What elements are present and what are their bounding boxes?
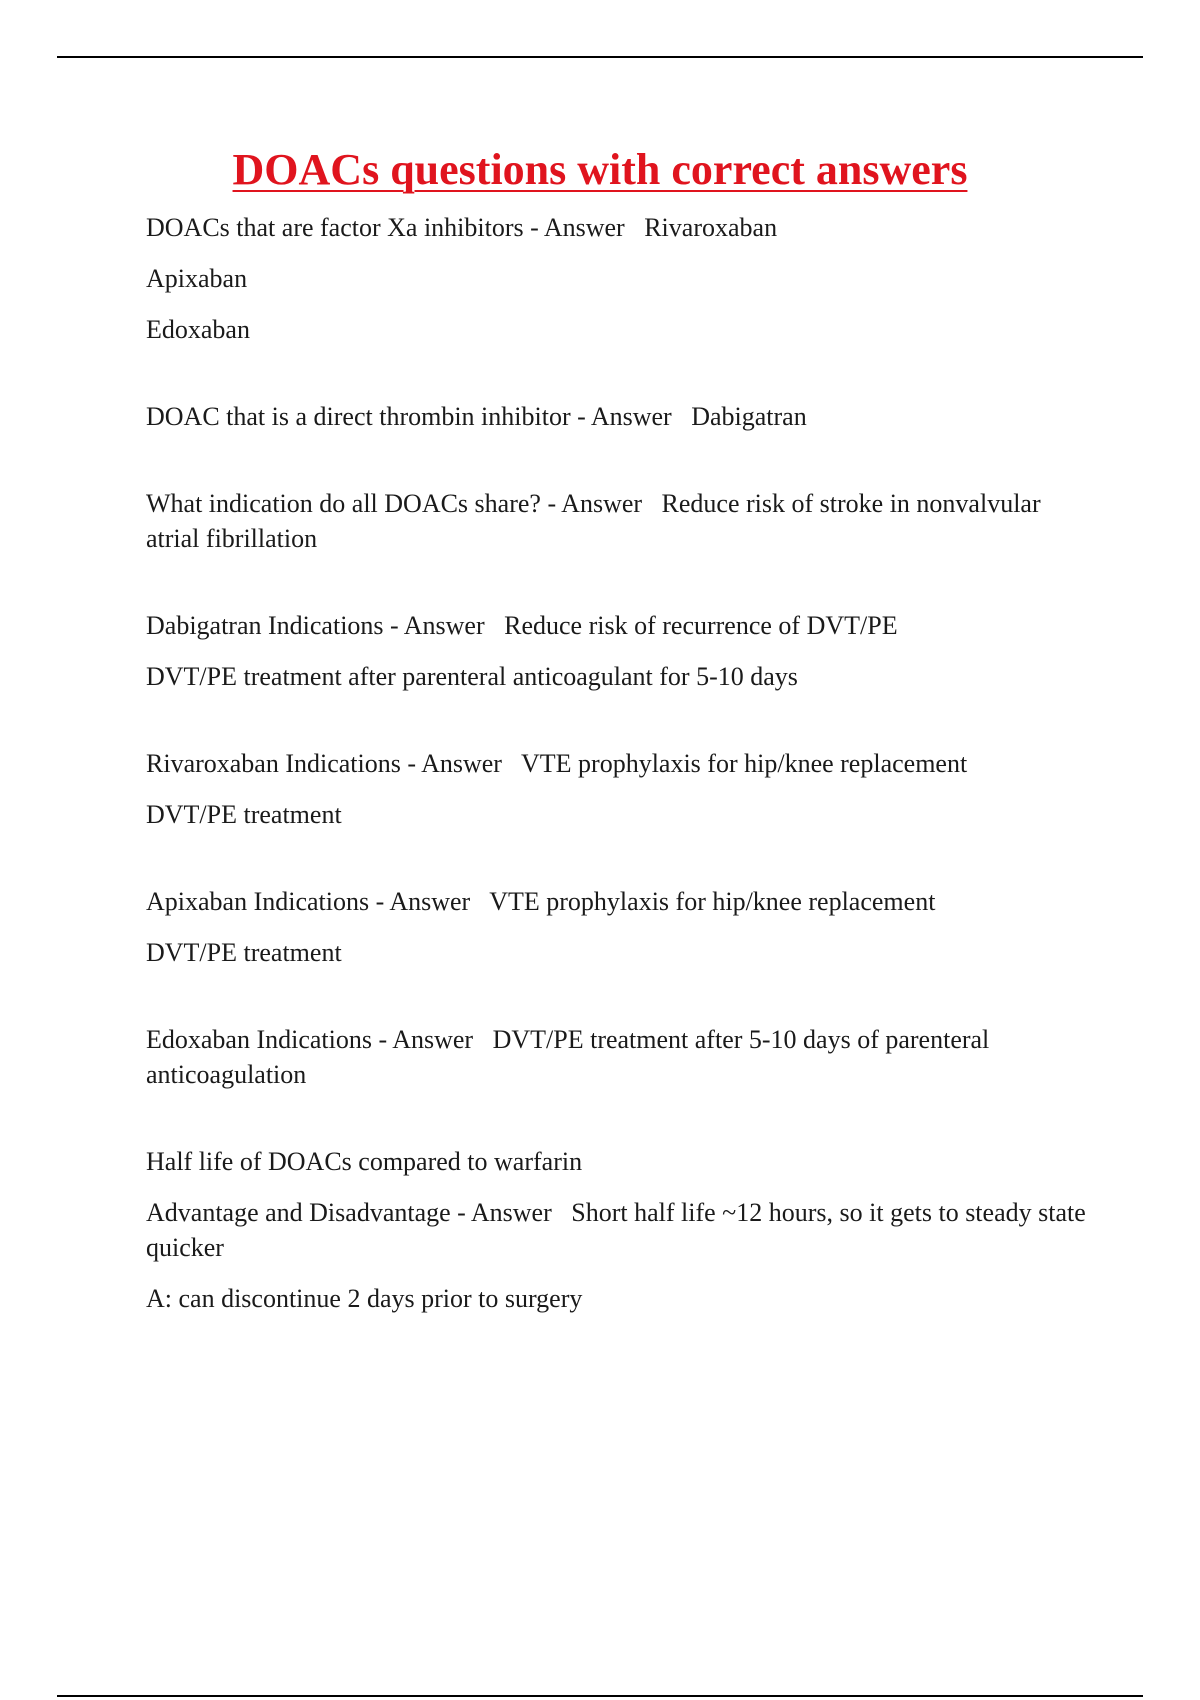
answer-text: Dabigatran (691, 402, 807, 431)
qa-entry-shared-indication (146, 486, 1086, 556)
qa-entry-apixaban (146, 884, 1086, 970)
qa-entry-edoxaban (146, 1022, 1086, 1092)
answer-extra-line: Edoxaban (146, 315, 250, 344)
answer-extra-line: DVT/PE treatment (146, 938, 342, 967)
qa-line (146, 1195, 1086, 1265)
answer-text: Rivaroxaban (644, 213, 778, 242)
header-rule (57, 56, 1143, 58)
question-text: DOAC that is a direct thrombin inhibitor - Answer (146, 402, 672, 431)
answer-text: Reduce risk of stroke in nonvalvular atrial fibrillation (146, 489, 1041, 553)
question-text: Edoxaban Indications - Answer (146, 1025, 474, 1054)
answer-text: Reduce risk of recurrence of DVT/PE (504, 611, 898, 640)
answer-extra-line: Apixaban (146, 264, 248, 293)
question-text: What indication do all DOACs share? - Answer (146, 489, 643, 518)
question-text: Advantage and Disadvantage - Answer (146, 1198, 552, 1227)
qa-line (146, 608, 1086, 643)
qa-entry-rivaroxaban (146, 746, 1086, 832)
qa-line (146, 1022, 1086, 1092)
qa-line (146, 399, 1086, 434)
question-text: DOACs that are factor Xa inhibitors - Answer (146, 213, 625, 242)
answer-text: DVT/PE treatment after 5-10 days of parenteral anticoagulation (146, 1025, 990, 1089)
question-text: Rivaroxaban Indications - Answer (146, 749, 502, 778)
qa-entry-factor-xa (146, 210, 1086, 347)
answer-extra-line: A: can discontinue 2 days prior to surgery (146, 1284, 583, 1313)
qa-line (146, 884, 1086, 919)
footer-rule (57, 1695, 1143, 1697)
question-prefix-line: Half life of DOACs compared to warfarin (146, 1147, 583, 1176)
qa-line (146, 210, 1086, 245)
qa-entry-half-life (146, 1144, 1086, 1316)
qa-line (146, 746, 1086, 781)
qa-entry-dabigatran (146, 608, 1086, 694)
answer-text: VTE prophylaxis for hip/knee replacement (489, 887, 936, 916)
question-text: Apixaban Indications - Answer (146, 887, 471, 916)
qa-line (146, 486, 1086, 556)
answer-extra-line: DVT/PE treatment (146, 800, 342, 829)
question-text: Dabigatran Indications - Answer (146, 611, 485, 640)
answer-extra-line: DVT/PE treatment after parenteral anticoagulant for 5-10 days (146, 662, 798, 691)
page-title: DOACs questions with correct answers (232, 145, 968, 194)
answer-text: Short half life ~12 hours, so it gets to steady state quicker (146, 1198, 1086, 1262)
answer-text: VTE prophylaxis for hip/knee replacement (521, 749, 968, 778)
document-body (146, 210, 1086, 1368)
qa-entry-thrombin-inhibitor (146, 399, 1086, 434)
